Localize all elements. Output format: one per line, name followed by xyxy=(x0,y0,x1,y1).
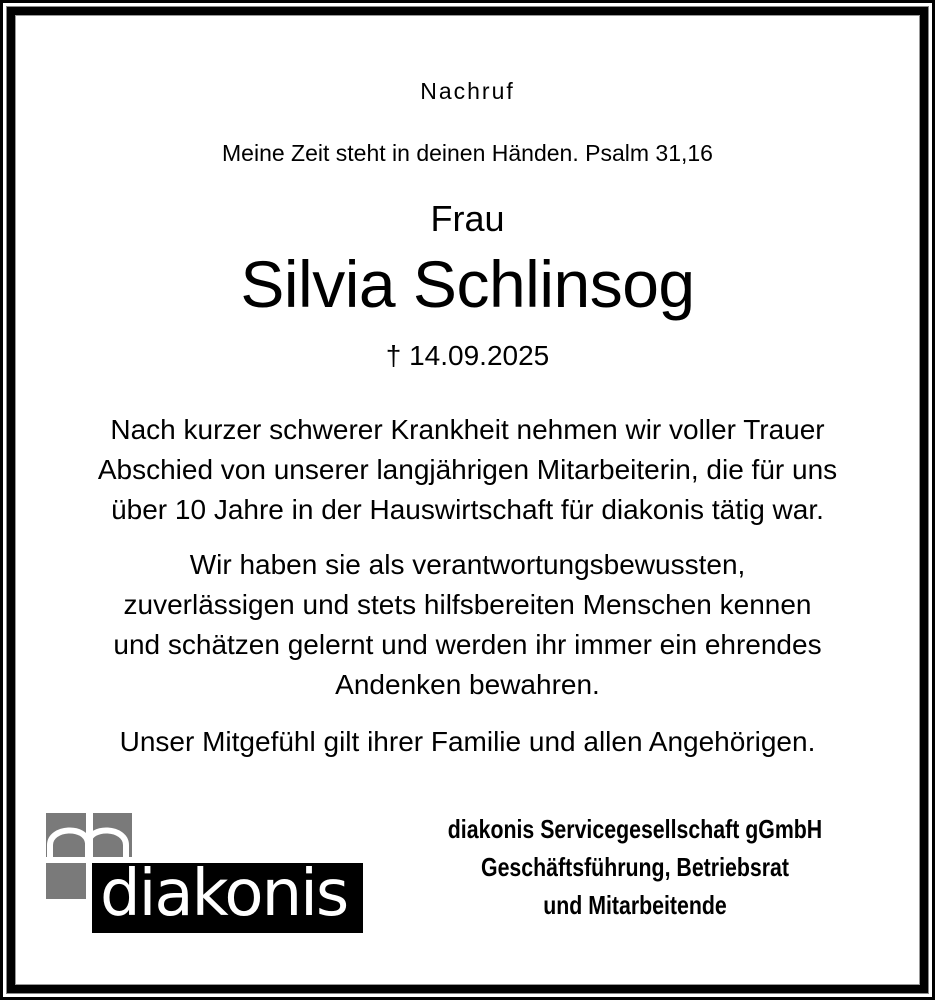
death-date: † 14.09.2025 xyxy=(385,340,550,371)
diakonis-cross-loops-icon xyxy=(46,813,136,863)
logo-square-bottom-left xyxy=(46,863,86,899)
logo-wordmark: diakonis xyxy=(100,857,348,931)
honorific: Frau xyxy=(430,198,505,239)
paragraph-line: Nach kurzer schwerer Krankheit nehmen wir voller Trauer xyxy=(110,414,825,445)
paragraph-2 xyxy=(0,545,935,705)
paragraph-3 xyxy=(0,722,935,762)
paragraph-1 xyxy=(0,410,935,530)
notice-heading: Nachruf xyxy=(420,78,515,104)
psalm-quote: Meine Zeit steht in deinen Händen. Psalm 31,16 xyxy=(222,140,713,166)
paragraph-line: über 10 Jahre in der Hauswirtschaft für diakonis tätig war. xyxy=(111,494,824,525)
sender-line: diakonis Servicegesellschaft gGmbH xyxy=(447,814,823,844)
deceased-name: Silvia Schlinsog xyxy=(240,247,695,321)
paragraph-line: zuverlässigen und stets hilfsbereiten Menschen kennen xyxy=(123,589,812,620)
paragraph-line: Andenken bewahren. xyxy=(335,669,600,700)
paragraph-line: und schätzen gelernt und werden ihr immer ein ehrendes xyxy=(113,629,822,660)
sender-line: Geschäftsführung, Betriebsrat xyxy=(480,852,790,882)
paragraph-line: Abschied von unserer langjährigen Mitarbeiterin, die für uns xyxy=(97,454,838,485)
paragraph-line: Wir haben sie als verantwortungsbewussten, xyxy=(189,549,746,580)
sender-block xyxy=(414,810,857,924)
logo-wordmark-box xyxy=(92,857,363,933)
sender-line: und Mitarbeitende xyxy=(543,890,727,920)
paragraph-line: Unser Mitgefühl gilt ihrer Familie und allen Angehörigen. xyxy=(119,726,816,757)
